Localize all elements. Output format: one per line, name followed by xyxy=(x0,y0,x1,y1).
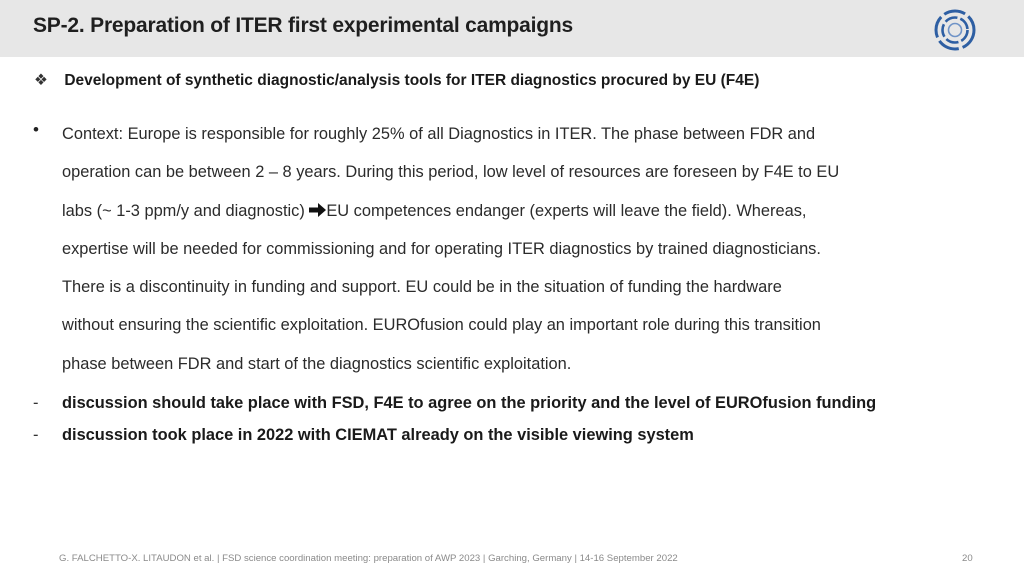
dash-marker: - xyxy=(33,394,39,412)
context-line-part: labs (~ 1-3 ppm/y and diagnostic) xyxy=(62,201,310,220)
context-line xyxy=(62,192,994,230)
footer-citation: G. FALCHETTO-X. LITAUDON et al. | FSD science coordination meeting: preparation of AWP 2023 | Garching, Germany | 14-16 September 2022 xyxy=(59,553,678,564)
subheading xyxy=(34,71,759,93)
context-line: without ensuring the scientific exploitation. EUROfusion could play an important role during this transition xyxy=(62,316,821,335)
header-bar xyxy=(0,0,1024,57)
context-line: phase between FDR and start of the diagnostics scientific exploitation. xyxy=(62,354,572,373)
context-line: Context: Europe is responsible for roughly 25% of all Diagnostics in ITER. The phase between FDR and xyxy=(62,125,816,143)
four-diamond-icon: ❖ xyxy=(34,72,48,89)
context-line: expertise will be needed for commissioning and for operating ITER diagnostics by trained diagnosticians. xyxy=(62,239,821,258)
page-number: 20 xyxy=(962,553,973,564)
dash-item-text: discussion should take place with FSD, F4E to agree on the priority and the level of EUROfusion funding xyxy=(62,394,877,412)
right-arrow-icon xyxy=(309,203,326,217)
dash-list-item xyxy=(33,426,694,445)
eurofusion-logo-icon xyxy=(933,8,977,52)
context-line: There is a discontinuity in funding and support. EU could be in the situation of funding the hardware xyxy=(62,278,782,297)
subheading-text: Development of synthetic diagnostic/analysis tools for ITER diagnostics procured by EU (F4E) xyxy=(64,72,760,89)
context-paragraph xyxy=(62,115,994,383)
dash-list-item xyxy=(33,394,876,413)
slide-title: SP-2. Preparation of ITER first experimental campaigns xyxy=(33,14,574,37)
dash-item-text: discussion took place in 2022 with CIEMAT already on the visible viewing system xyxy=(62,426,694,444)
context-line: operation can be between 2 – 8 years. During this period, low level of resources are foreseen by F4E to EU xyxy=(62,163,840,182)
bullet-dot-icon: • xyxy=(33,120,39,139)
context-line-part: EU competences endanger (experts will leave the field). Whereas, xyxy=(326,201,807,220)
dash-marker: - xyxy=(33,426,39,444)
